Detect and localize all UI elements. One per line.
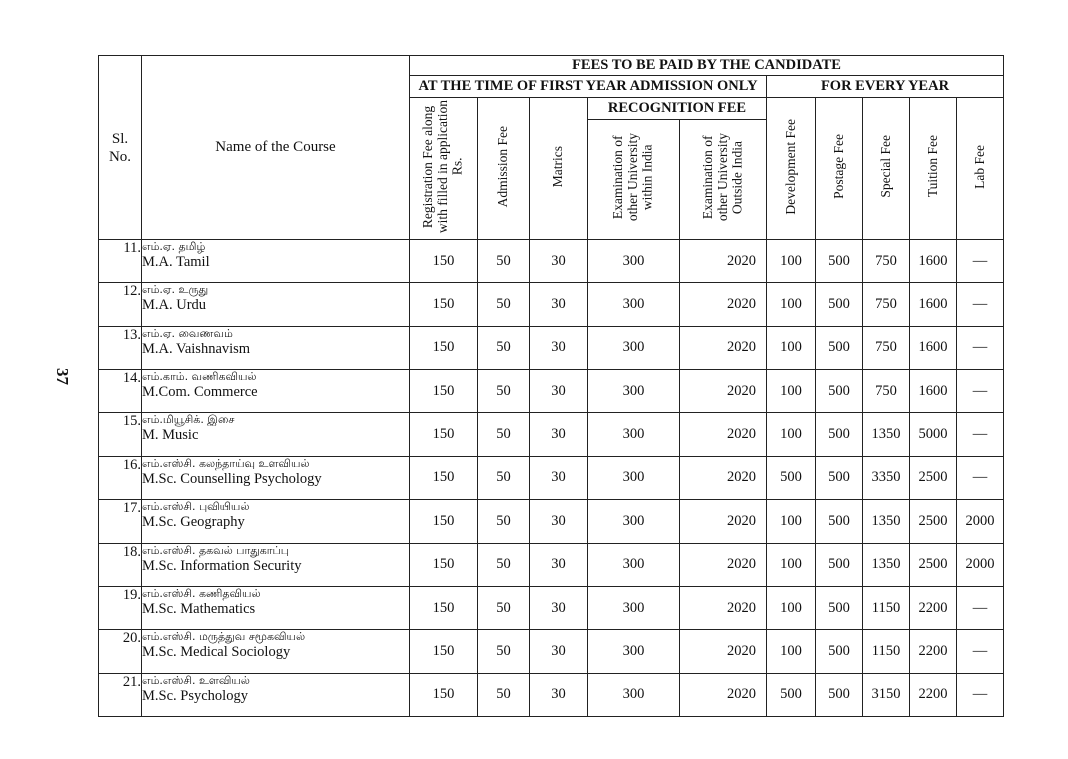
page-number: 37	[53, 368, 72, 385]
exam-within-india-cell: 300	[588, 500, 680, 543]
course-name-tamil: எம்.மியூசிக். இசை	[142, 413, 235, 427]
admission-fee-cell: 50	[478, 240, 530, 283]
course-name-cell	[142, 673, 410, 716]
postage-fee-cell: 500	[816, 630, 863, 673]
matrics-cell: 30	[530, 673, 588, 716]
exam-outside-india-cell: 2020	[680, 370, 767, 413]
fees-table	[98, 55, 1004, 717]
development-fee-cell: 100	[767, 543, 816, 586]
fees-title-header: FEES TO BE PAID BY THE CANDIDATE	[410, 56, 1004, 76]
course-name-english: M.Sc. Counselling Psychology	[142, 470, 322, 487]
matrics-cell: 30	[530, 456, 588, 499]
special-fee-cell: 750	[863, 283, 910, 326]
admission-fee-cell: 50	[478, 283, 530, 326]
lab-fee-cell: —	[957, 370, 1004, 413]
registration-fee-cell: 150	[410, 370, 478, 413]
tuition-fee-cell: 2500	[910, 500, 957, 543]
registration-fee-cell: 150	[410, 500, 478, 543]
admission-fee-cell: 50	[478, 456, 530, 499]
development-fee-cell: 100	[767, 240, 816, 283]
tuition-fee-header: Tuition Fee	[910, 98, 957, 240]
lab-fee-cell: —	[957, 240, 1004, 283]
lab-fee-cell: —	[957, 456, 1004, 499]
lab-fee-cell: —	[957, 673, 1004, 716]
course-name-tamil: எம்.ஏ. வைணவம்	[142, 326, 233, 340]
course-name-cell	[142, 413, 410, 456]
registration-fee-cell: 150	[410, 326, 478, 369]
special-fee-cell: 1350	[863, 500, 910, 543]
lab-fee-cell: —	[957, 630, 1004, 673]
registration-fee-cell: 150	[410, 543, 478, 586]
tuition-fee-cell: 2500	[910, 543, 957, 586]
sl-no-cell: 16.	[99, 456, 142, 499]
table-row	[99, 413, 1004, 456]
lab-fee-cell: —	[957, 283, 1004, 326]
tuition-fee-cell: 1600	[910, 326, 957, 369]
exam-within-india-cell: 300	[588, 456, 680, 499]
special-fee-cell: 3350	[863, 456, 910, 499]
sl-no-cell: 18.	[99, 543, 142, 586]
course-name-tamil: எம்.ஏ. தமிழ்	[142, 240, 206, 253]
course-name-tamil: எம்.எஸ்சி. மருத்துவ சமூகவியல்	[142, 630, 306, 644]
admission-fee-cell: 50	[478, 413, 530, 456]
course-name-english: M.Com. Commerce	[142, 384, 258, 401]
course-name-cell	[142, 456, 410, 499]
matrics-cell: 30	[530, 413, 588, 456]
lab-fee-cell: —	[957, 586, 1004, 629]
course-name-english: M.Sc. Information Security	[142, 557, 302, 574]
matrics-cell: 30	[530, 283, 588, 326]
lab-fee-header: Lab Fee	[957, 98, 1004, 240]
first-year-header: AT THE TIME OF FIRST YEAR ADMISSION ONLY	[410, 76, 767, 98]
every-year-header: FOR EVERY YEAR	[767, 76, 1004, 98]
table-row	[99, 673, 1004, 716]
sl-no-header: Sl. No.	[99, 56, 142, 240]
sl-no-cell: 17.	[99, 500, 142, 543]
admission-fee-header: Admission Fee	[478, 98, 530, 240]
matrics-cell: 30	[530, 630, 588, 673]
matrics-header: Matrics	[530, 98, 588, 240]
course-name-tamil: எம்.ஏ. உருது	[142, 283, 209, 297]
postage-fee-cell: 500	[816, 500, 863, 543]
course-name-english: M.A. Urdu	[142, 297, 207, 314]
course-name-english: M.Sc. Medical Sociology	[142, 644, 291, 661]
table-row	[99, 370, 1004, 413]
course-name-english: M.Sc. Geography	[142, 514, 245, 531]
tuition-fee-cell: 1600	[910, 240, 957, 283]
special-fee-cell: 750	[863, 370, 910, 413]
exam-outside-india-cell: 2020	[680, 543, 767, 586]
admission-fee-cell: 50	[478, 630, 530, 673]
course-name-cell	[142, 500, 410, 543]
table-row	[99, 283, 1004, 326]
tuition-fee-cell: 1600	[910, 283, 957, 326]
admission-fee-cell: 50	[478, 586, 530, 629]
special-fee-cell: 750	[863, 240, 910, 283]
postage-fee-cell: 500	[816, 456, 863, 499]
lab-fee-cell: 2000	[957, 543, 1004, 586]
exam-outside-india-cell: 2020	[680, 240, 767, 283]
matrics-cell: 30	[530, 326, 588, 369]
course-name-tamil: எம்.காம். வணிகவியல்	[142, 370, 257, 384]
tuition-fee-cell: 2200	[910, 586, 957, 629]
table-row	[99, 630, 1004, 673]
course-name-tamil: எம்.எஸ்சி. தகவல் பாதுகாப்பு	[142, 543, 289, 557]
postage-fee-cell: 500	[816, 370, 863, 413]
development-fee-cell: 100	[767, 326, 816, 369]
exam-outside-india-cell: 2020	[680, 630, 767, 673]
table-row	[99, 456, 1004, 499]
recognition-fee-header: RECOGNITION FEE	[588, 98, 767, 120]
exam-outside-india-cell: 2020	[680, 500, 767, 543]
matrics-cell: 30	[530, 543, 588, 586]
exam-within-india-cell: 300	[588, 413, 680, 456]
development-fee-cell: 100	[767, 413, 816, 456]
sl-no-cell: 19.	[99, 586, 142, 629]
special-fee-cell: 3150	[863, 673, 910, 716]
development-fee-cell: 100	[767, 500, 816, 543]
admission-fee-cell: 50	[478, 543, 530, 586]
course-name-cell	[142, 370, 410, 413]
exam-within-india-cell: 300	[588, 673, 680, 716]
matrics-cell: 30	[530, 370, 588, 413]
course-name-english: M.Sc. Mathematics	[142, 600, 256, 617]
exam-outside-india-cell: 2020	[680, 326, 767, 369]
special-fee-header: Special Fee	[863, 98, 910, 240]
registration-fee-cell: 150	[410, 673, 478, 716]
course-name-cell	[142, 586, 410, 629]
postage-fee-cell: 500	[816, 586, 863, 629]
course-name-english: M. Music	[142, 427, 199, 444]
matrics-cell: 30	[530, 586, 588, 629]
registration-fee-cell: 150	[410, 456, 478, 499]
development-fee-cell: 100	[767, 370, 816, 413]
exam-within-india-cell: 300	[588, 543, 680, 586]
development-fee-cell: 100	[767, 283, 816, 326]
exam-outside-india-cell: 2020	[680, 283, 767, 326]
exam-within-india-cell: 300	[588, 586, 680, 629]
tuition-fee-cell: 1600	[910, 370, 957, 413]
registration-fee-header: Registration Fee along with filled in application Rs.	[410, 98, 478, 240]
exam-outside-india-header: Examination of other University Outside India	[680, 120, 767, 240]
development-fee-cell: 100	[767, 630, 816, 673]
exam-within-india-cell: 300	[588, 283, 680, 326]
exam-within-india-header: Examination of other University within India	[588, 120, 680, 240]
sl-no-cell: 21.	[99, 673, 142, 716]
course-name-cell	[142, 326, 410, 369]
registration-fee-cell: 150	[410, 630, 478, 673]
registration-fee-cell: 150	[410, 413, 478, 456]
admission-fee-cell: 50	[478, 370, 530, 413]
postage-fee-cell: 500	[816, 543, 863, 586]
development-fee-cell: 500	[767, 673, 816, 716]
development-fee-header: Development Fee	[767, 98, 816, 240]
special-fee-cell: 1150	[863, 586, 910, 629]
postage-fee-cell: 500	[816, 240, 863, 283]
course-name-tamil: எம்.எஸ்சி. கணிதவியல்	[142, 586, 261, 600]
postage-fee-cell: 500	[816, 413, 863, 456]
course-name-tamil: எம்.எஸ்சி. உளவியல்	[142, 673, 250, 687]
exam-outside-india-cell: 2020	[680, 586, 767, 629]
postage-fee-header: Postage Fee	[816, 98, 863, 240]
course-name-tamil: எம்.எஸ்சி. கலந்தாய்வு உளவியல்	[142, 456, 310, 470]
development-fee-cell: 500	[767, 456, 816, 499]
course-name-tamil: எம்.எஸ்சி. புவியியல்	[142, 500, 250, 514]
table-row	[99, 326, 1004, 369]
exam-within-india-cell: 300	[588, 240, 680, 283]
special-fee-cell: 1150	[863, 630, 910, 673]
tuition-fee-cell: 5000	[910, 413, 957, 456]
course-name-header: Name of the Course	[142, 56, 410, 240]
course-name-english: M.A. Tamil	[142, 254, 210, 270]
table-row	[99, 500, 1004, 543]
lab-fee-cell: —	[957, 326, 1004, 369]
admission-fee-cell: 50	[478, 500, 530, 543]
special-fee-cell: 750	[863, 326, 910, 369]
exam-within-india-cell: 300	[588, 326, 680, 369]
course-name-cell	[142, 240, 410, 283]
lab-fee-cell: 2000	[957, 500, 1004, 543]
postage-fee-cell: 500	[816, 326, 863, 369]
table-row	[99, 586, 1004, 629]
special-fee-cell: 1350	[863, 413, 910, 456]
admission-fee-cell: 50	[478, 326, 530, 369]
special-fee-cell: 1350	[863, 543, 910, 586]
registration-fee-cell: 150	[410, 240, 478, 283]
registration-fee-cell: 150	[410, 586, 478, 629]
postage-fee-cell: 500	[816, 673, 863, 716]
table-row	[99, 240, 1004, 283]
exam-within-india-cell: 300	[588, 630, 680, 673]
postage-fee-cell: 500	[816, 283, 863, 326]
sl-no-cell: 11.	[99, 240, 142, 283]
course-name-english: M.A. Vaishnavism	[142, 340, 251, 357]
admission-fee-cell: 50	[478, 673, 530, 716]
table-row	[99, 543, 1004, 586]
sl-no-cell: 14.	[99, 370, 142, 413]
development-fee-cell: 100	[767, 586, 816, 629]
matrics-cell: 30	[530, 500, 588, 543]
sl-no-cell: 15.	[99, 413, 142, 456]
exam-outside-india-cell: 2020	[680, 456, 767, 499]
exam-within-india-cell: 300	[588, 370, 680, 413]
exam-outside-india-cell: 2020	[680, 413, 767, 456]
course-name-english: M.Sc. Psychology	[142, 687, 248, 704]
exam-outside-india-cell: 2020	[680, 673, 767, 716]
course-name-cell	[142, 283, 410, 326]
sl-no-cell: 12.	[99, 283, 142, 326]
course-name-cell	[142, 543, 410, 586]
sl-no-cell: 20.	[99, 630, 142, 673]
course-name-cell	[142, 630, 410, 673]
lab-fee-cell: —	[957, 413, 1004, 456]
registration-fee-cell: 150	[410, 283, 478, 326]
matrics-cell: 30	[530, 240, 588, 283]
tuition-fee-cell: 2200	[910, 673, 957, 716]
sl-no-cell: 13.	[99, 326, 142, 369]
tuition-fee-cell: 2500	[910, 456, 957, 499]
tuition-fee-cell: 2200	[910, 630, 957, 673]
